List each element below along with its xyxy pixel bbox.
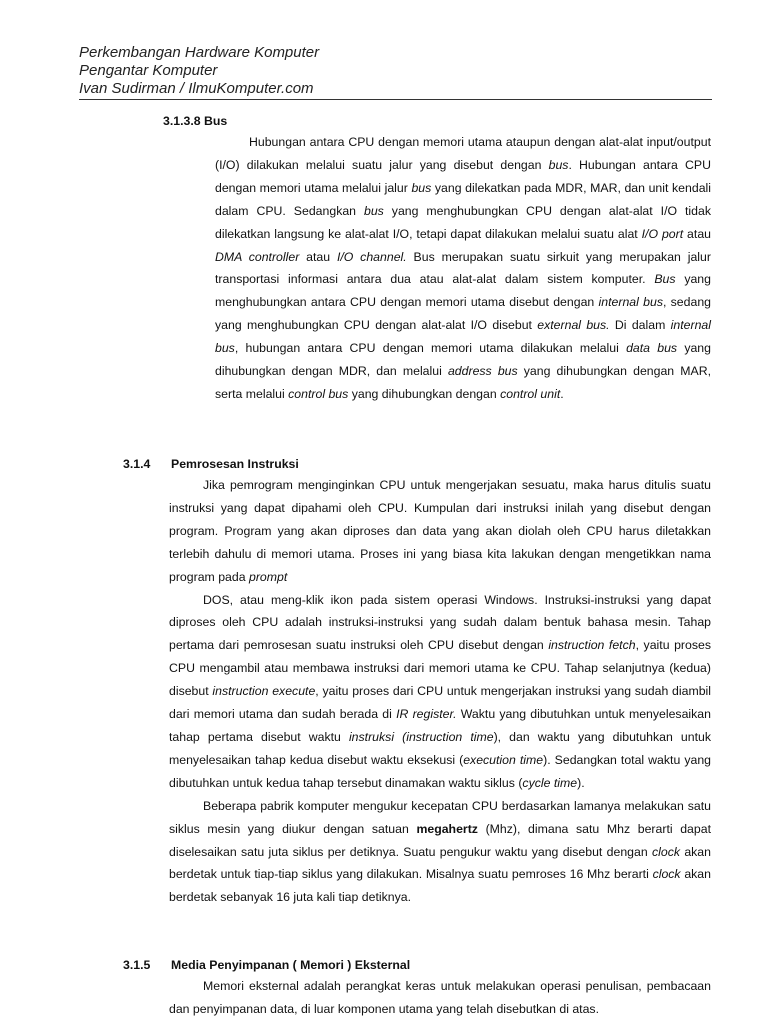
paragraph-memori-eksternal: Memori eksternal adalah perangkat keras untuk melakukan operasi penulisan, pembacaan dan penyimpanan data, di luar komponen utama yang telah disebutkan di atas. bbox=[169, 979, 711, 1016]
page-header bbox=[79, 44, 712, 100]
header-subtitle: Pengantar Komputer bbox=[79, 62, 218, 79]
paragraph-pemrosesan-3: Beberapa pabrik komputer mengukur kecepatan CPU berdasarkan lamanya melakukan satu siklus mesin yang diukur dengan satuan megahertz (Mhz), dimana satu Mhz berarti dapat diselesaikan satu juta siklus per detiknya. Suatu pengukur waktu yang disebut dengan clock akan berdetak untuk tiap-tiap siklus yang dilakukan. Misalnya suatu pemroses 16 Mhz berarti clock akan berdetak sebanyak 16 juta kali tiap detiknya. bbox=[169, 798, 711, 905]
section-bus bbox=[215, 131, 711, 406]
header-title: Perkembangan Hardware Komputer bbox=[79, 44, 320, 61]
heading-pemrosesan-instruksi: 3.1.4 Pemrosesan Instruksi bbox=[123, 457, 299, 471]
section-pemrosesan-instruksi bbox=[169, 474, 711, 909]
paragraph-bus: Hubungan antara CPU dengan memori utama ataupun dengan alat-alat input/output (I/O) dilakukan melalui suatu jalur yang disebut dengan bus. Hubungan antara CPU dengan memori utama melalui jalur bus yang dilekatkan pada MDR, MAR, dan unit kendali dalam CPU. Sedangkan bus yang menghubungkan CPU dengan alat-alat I/O tidak dilekatkan langsung ke alat-alat I/O, tetapi dapat dilakukan melalui suatu alat I/O port atau DMA controller atau I/O channel. Bus merupakan suatu sirkuit yang merupakan jalur transportasi informasi antara dua atau alat-alat dalam sistem komputer. Bus yang menghubungkan antara CPU dengan memori utama disebut dengan internal bus, sedang yang menghubungkan CPU dengan alat-alat I/O disebut external bus. Di dalam internal bus, hubungan antara CPU dengan memori utama dilakukan melalui data bus yang dihubungkan dengan MDR, dan melalui address bus yang dihubungkan dengan MAR, serta melalui control bus yang dihubungkan dengan control unit. bbox=[215, 135, 712, 401]
paragraph-pemrosesan-1: Jika pemrogram menginginkan CPU untuk mengerjakan sesuatu, maka harus ditulis suatu instruksi yang dapat dipahami oleh CPU. Kumpulan dari instruksi inilah yang disebut dengan program. Program yang akan diproses dan data yang akan diolah oleh CPU harus diletakkan terlebih dahulu di memori utama. Proses ini yang biasa kita lakukan dengan mengetikkan nama program pada prompt bbox=[169, 478, 711, 584]
paragraph-pemrosesan-2: DOS, atau meng-klik ikon pada sistem operasi Windows. Instruksi-instruksi yang dapat diproses oleh CPU adalah instruksi-instruksi yang sudah dalam bentuk bahasa mesin. Tahap pertama dari pemrosesan suatu instruksi oleh CPU disebut dengan instruction fetch, yaitu proses CPU mengambil atau membawa instruksi dari memori utama ke CPU. Tahap selanjutnya (kedua) disebut instruction execute, yaitu proses dari CPU untuk mengerjakan instruksi yang sudah diambil dari memori utama dan sudah berada di IR register. Waktu yang dibutuhkan untuk menyelesaikan tahap pertama disebut waktu instruksi (instruction time), dan waktu yang dibutuhkan untuk menyelesaikan tahap kedua disebut waktu eksekusi (execution time). Sedangkan total waktu yang dibutuhkan untuk kedua tahap tersebut dinamakan waktu siklus (cycle time). bbox=[169, 592, 712, 790]
header-author: Ivan Sudirman / IlmuKomputer.com bbox=[79, 80, 314, 97]
heading-bus: 3.1.3.8 Bus bbox=[163, 114, 228, 128]
heading-media-penyimpanan: 3.1.5 Media Penyimpanan ( Memori ) Eksternal bbox=[123, 958, 411, 972]
section-media-penyimpanan bbox=[169, 975, 711, 1021]
